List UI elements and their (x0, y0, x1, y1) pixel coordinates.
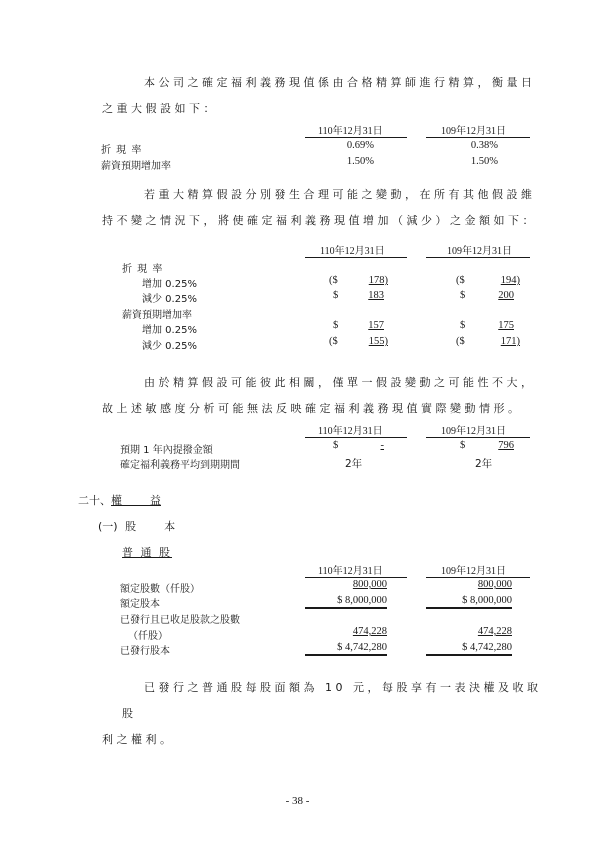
assumptions-col2-rule (426, 137, 530, 138)
stock-issued-shares-109: 474,228 (477, 626, 512, 637)
sensitivity-col2-header: 109年12月31日 (447, 246, 512, 257)
sensitivity-dollar-110: ($ (329, 275, 338, 286)
sub-1-title: 股 本 (125, 520, 176, 533)
closing-line-1: 已發行之普通股每股面額為 10 元，每股享有一表決權及收取股 (122, 681, 542, 720)
sensitivity-line-1: 若重大精算假設分別發生合理可能之變動，在所有其他假設維 (144, 188, 536, 201)
limitation-line-1: 由於精算假設可能彼此相關，僅單一假設變動之可能性不大， (144, 376, 536, 389)
assumption-value-109-discount: 0.38% (470, 140, 498, 151)
limitation-line-2: 故上述敏感度分析可能無法反映確定福利義務現值實際變動情形。 (102, 402, 523, 415)
contrib-col1-rule (305, 437, 407, 438)
sensitivity-value-109: 175 (498, 320, 514, 331)
contrib-col2-rule (426, 437, 530, 438)
stock-authorized-shares-109: 800,000 (477, 579, 512, 590)
stock-issued-shares-label: 已發行且已收足股款之股數 (120, 615, 240, 626)
sensitivity-dollar-109: ($ (456, 336, 465, 347)
contrib-expected-109: 796 (498, 440, 514, 451)
sensitivity-row-label: 增加 0.25% (142, 325, 197, 336)
common-stock-title: 普 通 股 (122, 546, 172, 559)
contrib-expected-label: 預期 1 年內提撥金額 (120, 445, 213, 456)
stock-authorized-capital-109: $ 8,000,000 (426, 594, 512, 609)
sensitivity-value-110: 178) (368, 275, 388, 286)
limitation-paragraph (102, 370, 552, 422)
sensitivity-row-label: 減少 0.25% (142, 341, 197, 352)
sensitivity-value-109: 194) (500, 275, 520, 286)
sensitivity-value-110: 157 (368, 320, 384, 331)
stock-col2-rule (426, 577, 530, 578)
intro-line-2: 之重大假設如下： (102, 102, 218, 115)
sensitivity-row-label: 增加 0.25% (142, 279, 197, 290)
contrib-col1-header: 110年12月31日 (318, 426, 383, 437)
stock-issued-capital-109: $ 4,742,280 (426, 641, 512, 656)
contrib-duration-label: 確定福利義務平均到期期間 (120, 460, 240, 471)
sensitivity-dollar-110: ($ (329, 336, 338, 347)
assumptions-col2-header: 109年12月31日 (441, 126, 506, 137)
sensitivity-value-110: 183 (368, 290, 384, 301)
closing-line-2: 利之權利。 (102, 733, 175, 746)
section-20-heading (78, 492, 161, 508)
sensitivity-dollar-110: $ (333, 290, 339, 301)
sub-1-number: (一) (98, 520, 118, 533)
stock-issued-capital-label: 已發行股本 (120, 646, 170, 657)
intro-paragraph (102, 70, 552, 122)
assumption-label-salary: 薪資預期增加率 (101, 161, 171, 172)
sensitivity-dollar-110: $ (333, 320, 339, 331)
stock-issued-shares-unit: （仟股） (128, 631, 168, 642)
stock-authorized-shares-label: 額定股數（仟股） (120, 584, 200, 595)
contrib-duration-110: 2年 (345, 458, 363, 470)
closing-paragraph (102, 675, 552, 753)
assumption-value-109-salary: 1.50% (470, 156, 498, 167)
stock-col2-header: 109年12月31日 (441, 566, 506, 577)
contrib-dollar-109: $ (460, 440, 466, 451)
stock-authorized-capital-label: 額定股本 (120, 599, 160, 610)
stock-authorized-shares-110: 800,000 (352, 579, 387, 590)
sensitivity-col1-header: 110年12月31日 (320, 246, 385, 257)
sensitivity-value-110: 155) (368, 336, 388, 347)
page-number: - 38 - (285, 795, 310, 807)
section-20-number: 二十、 (78, 494, 111, 507)
assumptions-col1-header: 110年12月31日 (318, 126, 383, 137)
contrib-duration-109: 2年 (475, 458, 493, 470)
assumption-label-discount: 折 現 率 (101, 145, 143, 156)
stock-col1-header: 110年12月31日 (318, 566, 383, 577)
contrib-dollar-110: $ (333, 440, 339, 451)
sensitivity-group-discount: 折 現 率 (122, 264, 164, 275)
assumptions-col1-rule (305, 137, 407, 138)
section-20-title: 權 益 (111, 494, 161, 507)
stock-col1-rule (305, 577, 407, 578)
sensitivity-value-109: 171) (500, 336, 520, 347)
sensitivity-value-109: 200 (498, 290, 514, 301)
sub-1-heading (98, 518, 175, 534)
sensitivity-dollar-109: $ (460, 290, 466, 301)
contrib-col2-header: 109年12月31日 (441, 426, 506, 437)
stock-issued-shares-110: 474,228 (352, 626, 387, 637)
assumption-value-110-discount: 0.69% (346, 140, 374, 151)
sensitivity-paragraph (102, 182, 552, 234)
sensitivity-col1-rule (305, 257, 407, 258)
sensitivity-line-2: 持不變之情況下，將使確定福利義務現值增加（減少）之金額如下： (102, 214, 537, 227)
sensitivity-dollar-109: $ (460, 320, 466, 331)
sensitivity-dollar-109: ($ (456, 275, 465, 286)
sensitivity-col2-rule (426, 257, 530, 258)
assumption-value-110-salary: 1.50% (346, 156, 374, 167)
stock-authorized-capital-110: $ 8,000,000 (305, 594, 387, 609)
intro-line-1: 本公司之確定福利義務現值係由合格精算師進行精算，衡量日 (144, 76, 536, 89)
sensitivity-row-label: 減少 0.25% (142, 294, 197, 305)
stock-issued-capital-110: $ 4,742,280 (305, 641, 387, 656)
sensitivity-group-salary: 薪資預期增加率 (122, 310, 192, 321)
contrib-expected-110: - (380, 440, 384, 451)
